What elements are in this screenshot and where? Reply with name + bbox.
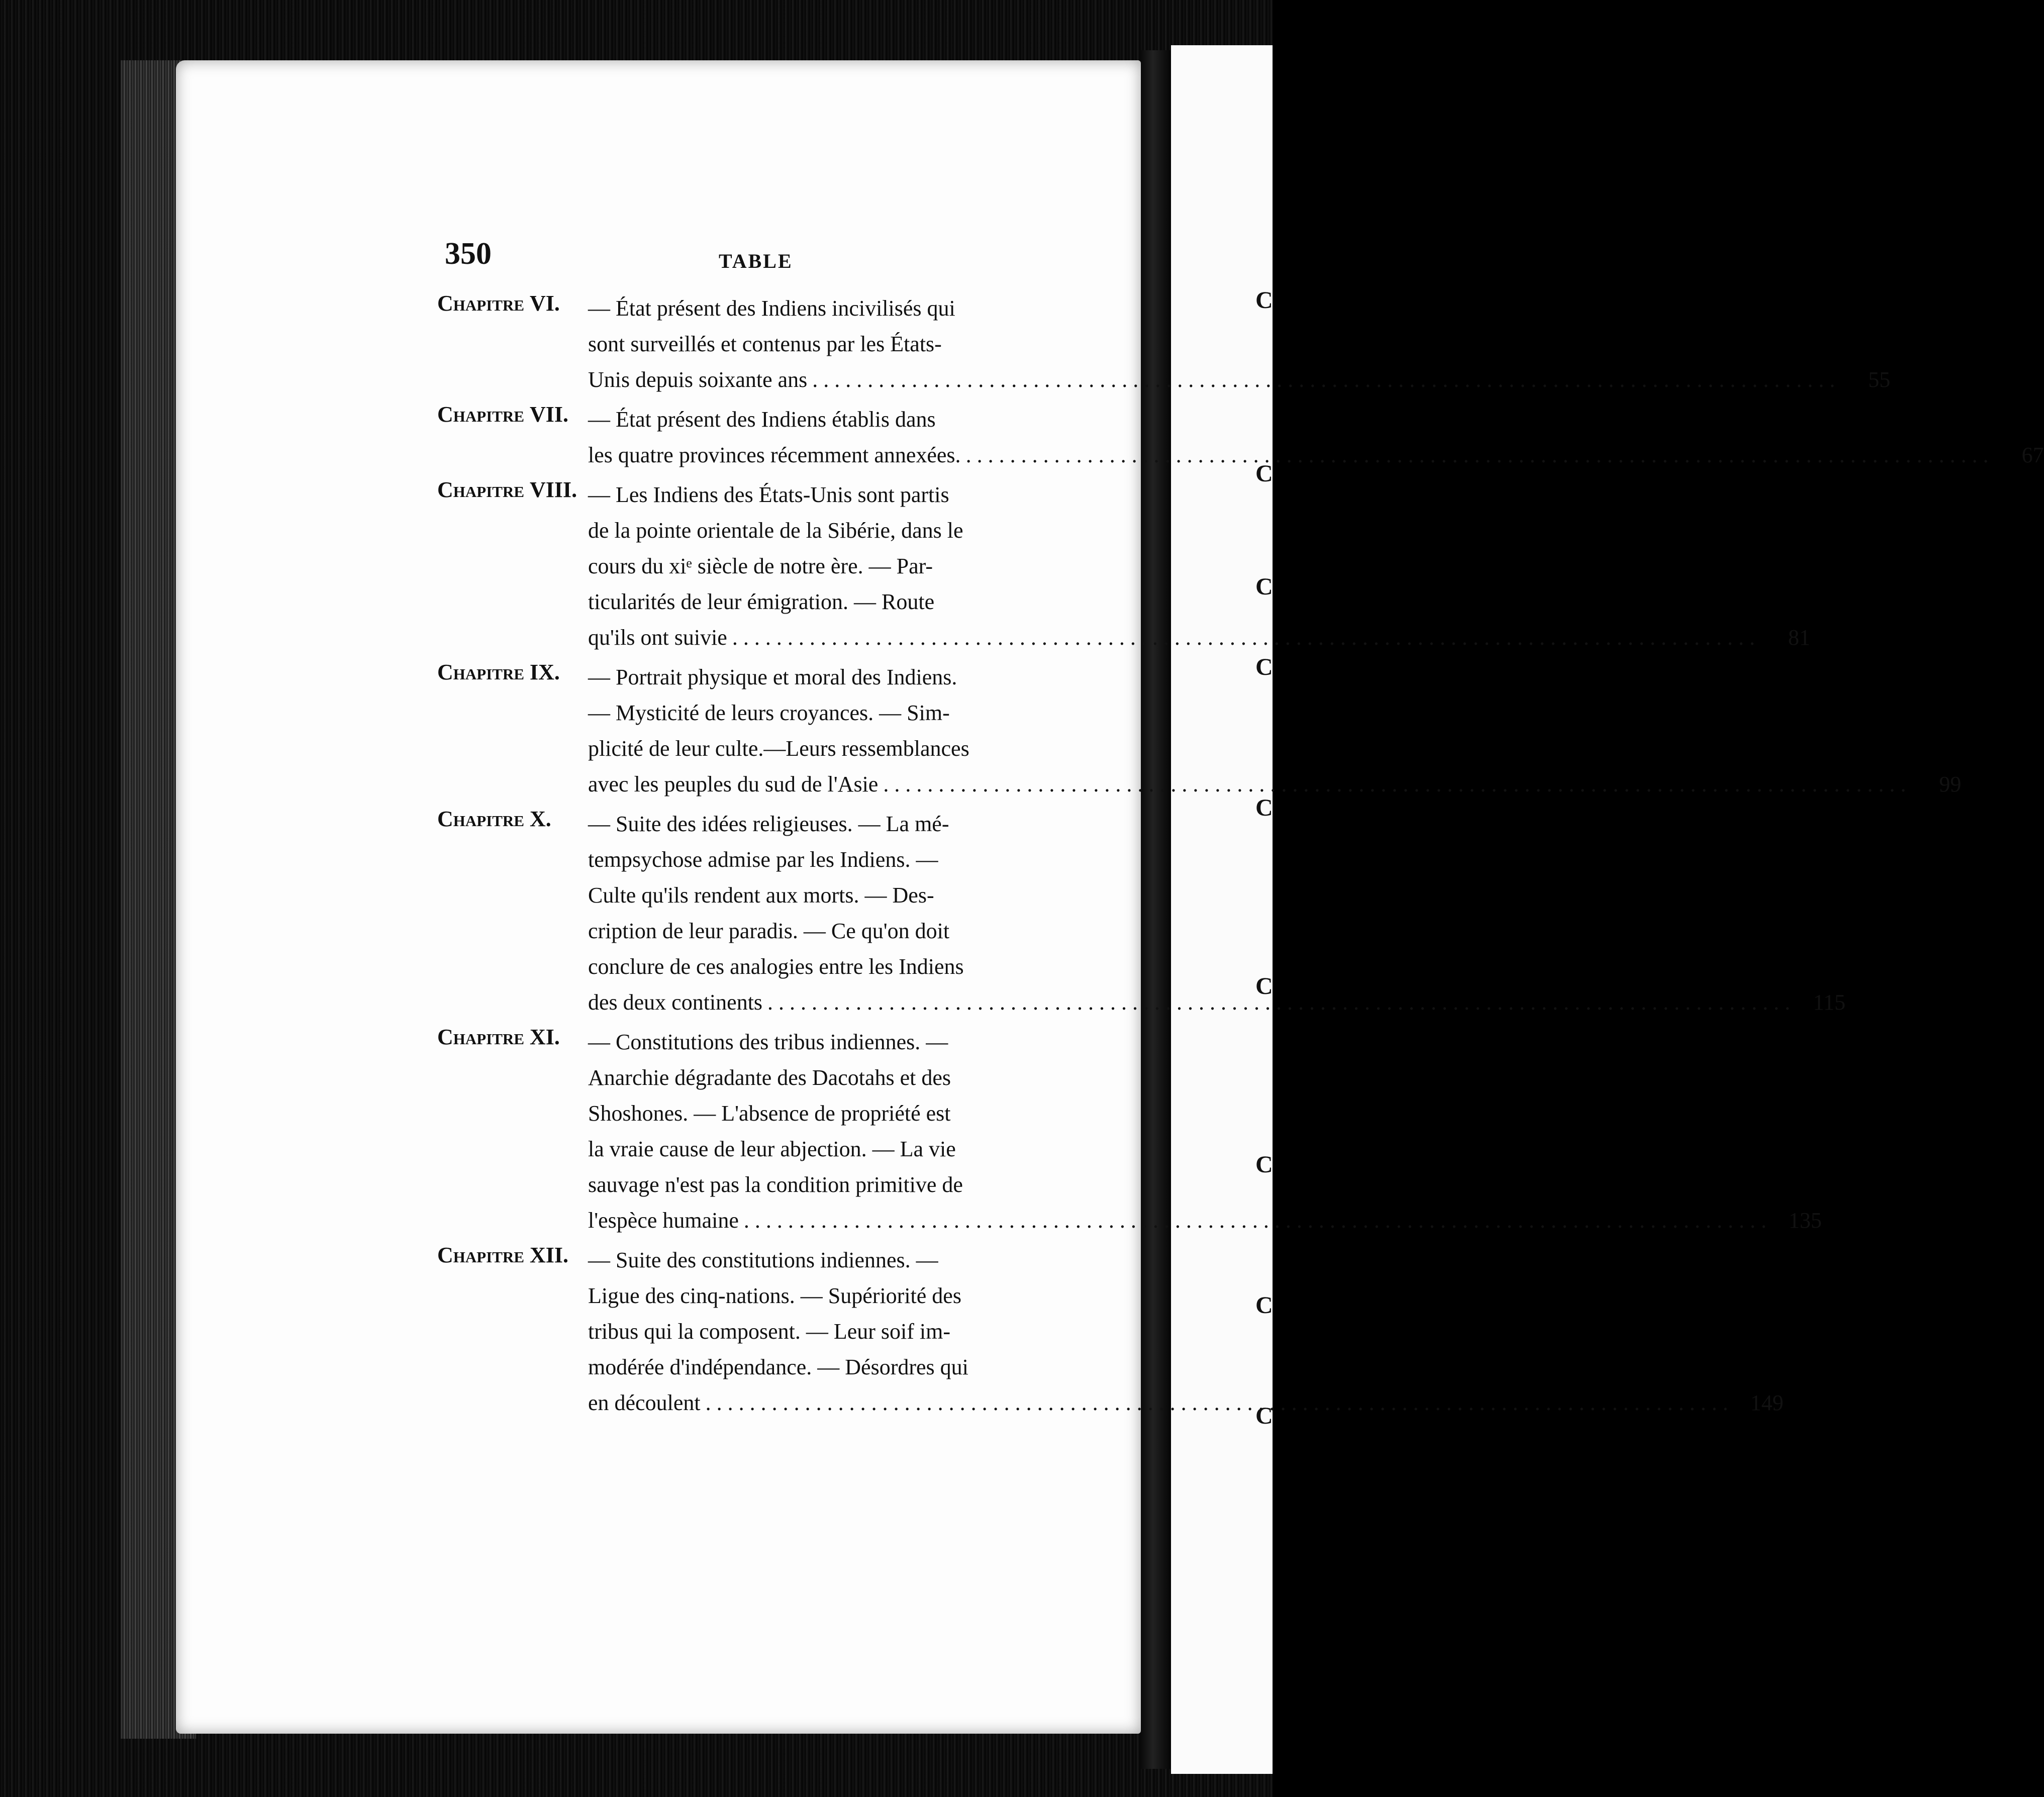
summary-line	[588, 1203, 1822, 1238]
chapter-summary	[588, 1242, 1784, 1421]
summary-line	[588, 766, 1962, 802]
summary-line: — Portrait physique et moral des Indiens.	[588, 665, 957, 689]
toc-entry	[437, 806, 1846, 1020]
summary-line-text: l'espèce humaine	[588, 1208, 739, 1233]
summary-line: de la pointe orientale de la Sibérie, dans le	[588, 518, 963, 543]
summary-line	[588, 362, 1891, 397]
toc-entry	[437, 1024, 1822, 1238]
facing-page-fragment: C	[1255, 1403, 1273, 1429]
summary-line-text: des deux continents	[588, 990, 763, 1015]
chapter-summary	[588, 290, 1891, 397]
summary-line: sauvage n'est pas la condition primitive de	[588, 1172, 963, 1197]
summary-line: — Mysticité de leurs croyances. — Sim-	[588, 701, 950, 725]
toc-entry	[437, 290, 1891, 397]
summary-line-text: Unis depuis soixante ans	[588, 367, 808, 392]
leader-dots	[812, 362, 1835, 397]
summary-line-text: les quatre provinces récemment annexées.	[588, 443, 961, 467]
facing-page-fragment: C	[1255, 794, 1273, 821]
toc-entry	[437, 1242, 1784, 1421]
summary-line: cours du xiᵉ siècle de notre ère. — Par-	[588, 554, 933, 578]
leader-dots	[744, 1203, 1767, 1238]
summary-line: sont surveillés et contenus par les États-	[588, 332, 942, 356]
summary-line	[588, 1385, 1784, 1421]
summary-line: Culte qu'ils rendent aux morts. — Des-	[588, 883, 934, 908]
page-reference: 99	[1939, 772, 1962, 796]
leader-dots	[706, 1385, 1728, 1421]
summary-line: Ligue des cinq-nations. — Supériorité des	[588, 1283, 961, 1308]
chapter-label: Chapitre VII.	[437, 402, 569, 427]
page-reference: 67	[2021, 443, 2044, 467]
page-reference: 135	[1788, 1208, 1822, 1233]
leader-dots	[732, 620, 1755, 655]
summary-line: conclure de ces analogies entre les Indiens	[588, 954, 964, 979]
summary-line: Shoshones. — L'absence de propriété est	[588, 1101, 951, 1126]
page-header	[445, 236, 1078, 271]
summary-line: — Les Indiens des États-Unis sont partis	[588, 482, 949, 507]
chapter-label: Chapitre XI.	[437, 1025, 560, 1049]
summary-line: la vraie cause de leur abjection. — La vie	[588, 1137, 956, 1161]
page-reference: 55	[1868, 367, 1891, 392]
summary-line: — État présent des Indiens établis dans	[588, 407, 936, 432]
chapter-summary	[588, 402, 2044, 473]
facing-page-fragment: C	[1255, 460, 1273, 487]
facing-page-fragment: C	[1255, 573, 1273, 600]
summary-line	[588, 620, 1810, 655]
summary-line: modérée d'indépendance. — Désordres qui	[588, 1355, 968, 1379]
leader-dots	[767, 984, 1790, 1020]
summary-line: tribus qui la composent. — Leur soif im-	[588, 1319, 950, 1344]
chapter-summary	[588, 806, 1846, 1020]
summary-line: plicité de leur culte.—Leurs ressemblances	[588, 736, 969, 761]
leader-dots	[883, 766, 1906, 802]
page-reference: 149	[1750, 1390, 1784, 1415]
summary-line: Anarchie dégradante des Dacotahs et des	[588, 1065, 951, 1090]
book-gutter	[1141, 50, 1171, 1769]
page-number: 350	[445, 237, 492, 271]
facing-page-fragment: C	[1255, 654, 1273, 680]
facing-page-edge	[1171, 45, 1273, 1774]
summary-line-text: qu'ils ont suivie	[588, 625, 727, 650]
summary-line: — Suite des constitutions indiennes. —	[588, 1248, 938, 1272]
page-reference: 115	[1813, 990, 1846, 1015]
leader-dots	[966, 437, 1989, 473]
summary-line: tempsychose admise par les Indiens. —	[588, 847, 938, 872]
page-reference: 81	[1788, 625, 1810, 650]
running-title: TABLE	[719, 250, 793, 272]
summary-line-text: en découlent	[588, 1390, 701, 1415]
chapter-label: Chapitre VI.	[437, 291, 560, 316]
facing-page-fragment: C	[1255, 287, 1273, 314]
summary-line	[588, 437, 2044, 473]
chapter-summary	[588, 477, 1810, 655]
summary-line	[588, 984, 1846, 1020]
chapter-summary	[588, 1024, 1822, 1238]
summary-line: — Constitutions des tribus indiennes. —	[588, 1030, 948, 1054]
chapter-summary	[588, 659, 1962, 802]
summary-line: — État présent des Indiens incivilisés qui	[588, 296, 955, 321]
chapter-label: Chapitre XII.	[437, 1243, 569, 1267]
toc-entry	[437, 402, 2044, 473]
summary-line: cription de leur paradis. — Ce qu'on doit	[588, 919, 950, 943]
toc-entry	[437, 659, 1962, 802]
table-of-contents	[437, 290, 2044, 1425]
toc-entry	[437, 477, 1810, 655]
chapter-label: Chapitre X.	[437, 807, 551, 831]
facing-page-fragment: C	[1255, 973, 1273, 1000]
summary-line-text: avec les peuples du sud de l'Asie	[588, 772, 879, 796]
facing-page-fragment: C	[1255, 1151, 1273, 1178]
summary-line: — Suite des idées religieuses. — La mé-	[588, 812, 949, 836]
chapter-label: Chapitre VIII.	[437, 477, 577, 502]
facing-page-fragment: C	[1255, 1292, 1273, 1319]
summary-line: ticularités de leur émigration. — Route	[588, 589, 935, 614]
chapter-label: Chapitre IX.	[437, 660, 560, 684]
